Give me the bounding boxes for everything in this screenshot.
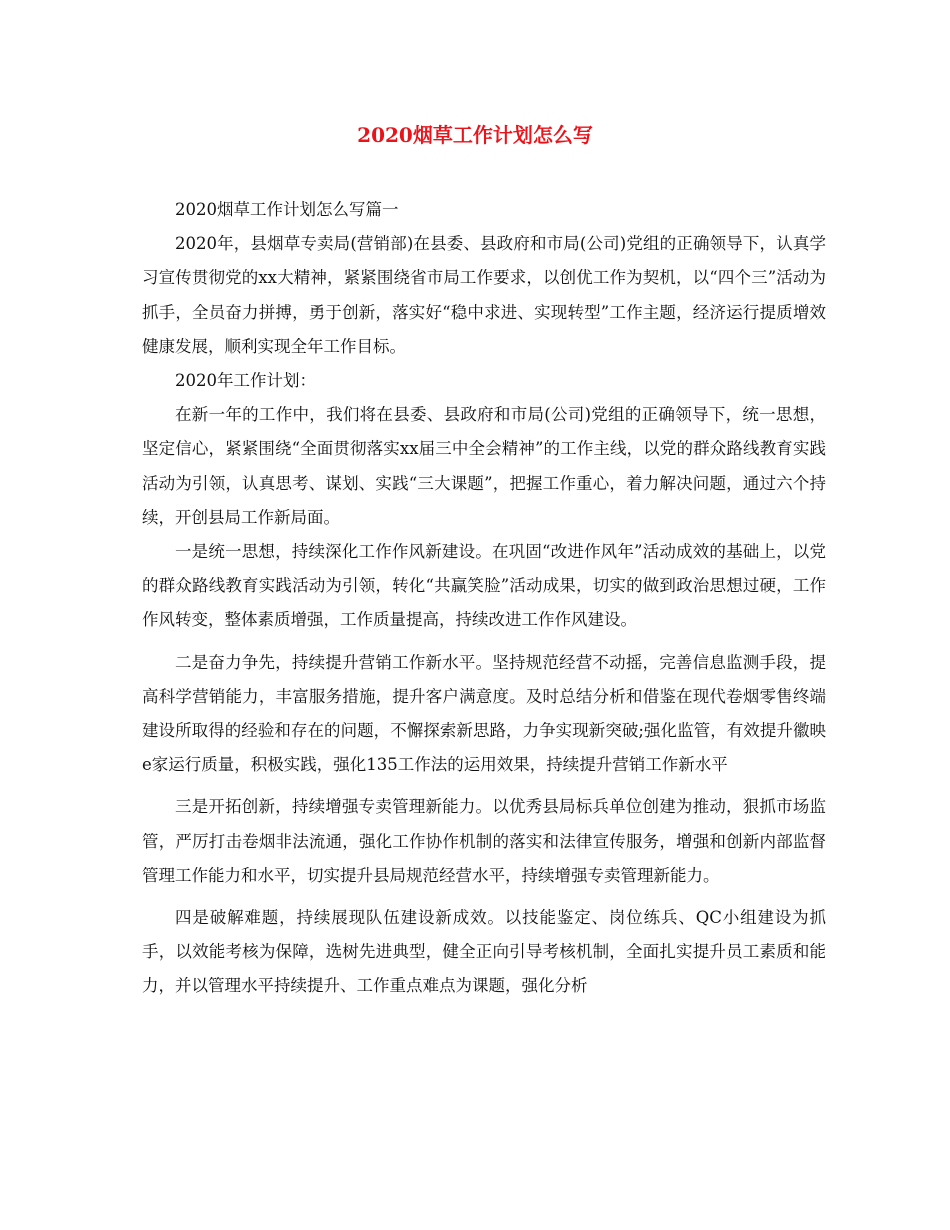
paragraph-plan-intro: 在新一年的工作中，我们将在县委、县政府和市局(公司)党组的正确领导下，统一思想，坚定信心，紧紧围绕“全面贯彻落实xx届三中全会精神”的工作主线，以党的群众路线教育实践活动为引领，认真思考、谋划、实践“三大课题”，把握工作重心，着力解决问题，通过六个持续，开创县局工作新局面。 (142, 405, 826, 527)
document-body (142, 193, 826, 1004)
paragraph-item-4: 四是破解难题，持续展现队伍建设新成效。以技能鉴定、岗位练兵、QC小组建设为抓手，以效能考核为保障，选树先进典型，健全正向引导考核机制，全面扎实提升员工素质和能力，并以管理水平持续提升、工作重点难点为课题，强化分析 (142, 908, 826, 996)
paragraph-item-1: 一是统一思想，持续深化工作作风新建设。在巩固“改进作风年”活动成效的基础上，以党的群众路线教育实践活动为引领，转化“共赢笑脸”活动成果，切实的做到政治思想过硬，工作作风转变，整体素质增强，工作质量提高，持续改进工作作风建设。 (142, 542, 826, 630)
paragraph-subtitle: 2020烟草工作计划怎么写篇一 (175, 200, 399, 219)
paragraph-item-3: 三是开拓创新，持续增强专卖管理新能力。以优秀县局标兵单位创建为推动，狠抓市场监管，严厉打击卷烟非法流通，强化工作协作机制的落实和法律宣传服务，增强和创新内部监督管理工作能力和水平，切实提升县局规范经营水平，持续增强专卖管理新能力。 (142, 797, 826, 885)
paragraph-plan-heading: 2020年工作计划： (175, 371, 316, 391)
document-title: 2020烟草工作计划怎么写 (357, 123, 593, 147)
paragraph-item-2: 二是奋力争先，持续提升营销工作新水平。坚持规范经营不动摇，完善信息监测手段，提高科学营销能力，丰富服务措施，提升客户满意度。及时总结分析和借鉴在现代卷烟零售终端建设所取得的经验和存在的问题，不懈探索新思路，力争实现新突破;强化监管，有效提升徽映e家运行质量，积极实践，强化135工作法的运用效果，持续提升营销工作新水平 (142, 652, 826, 775)
paragraph-summary: 2020年，县烟草专卖局(营销部)在县委、县政府和市局(公司)党组的正确领导下，认真学习宣传贯彻党的xx大精神，紧紧围绕省市局工作要求，以创优工作为契机，以“四个三”活动为抓手，全员奋力拼搏，勇于创新，落实好“稳中求进、实现转型”工作主题，经济运行提质增效健康发展，顺利实现全年工作目标。 (142, 234, 826, 356)
